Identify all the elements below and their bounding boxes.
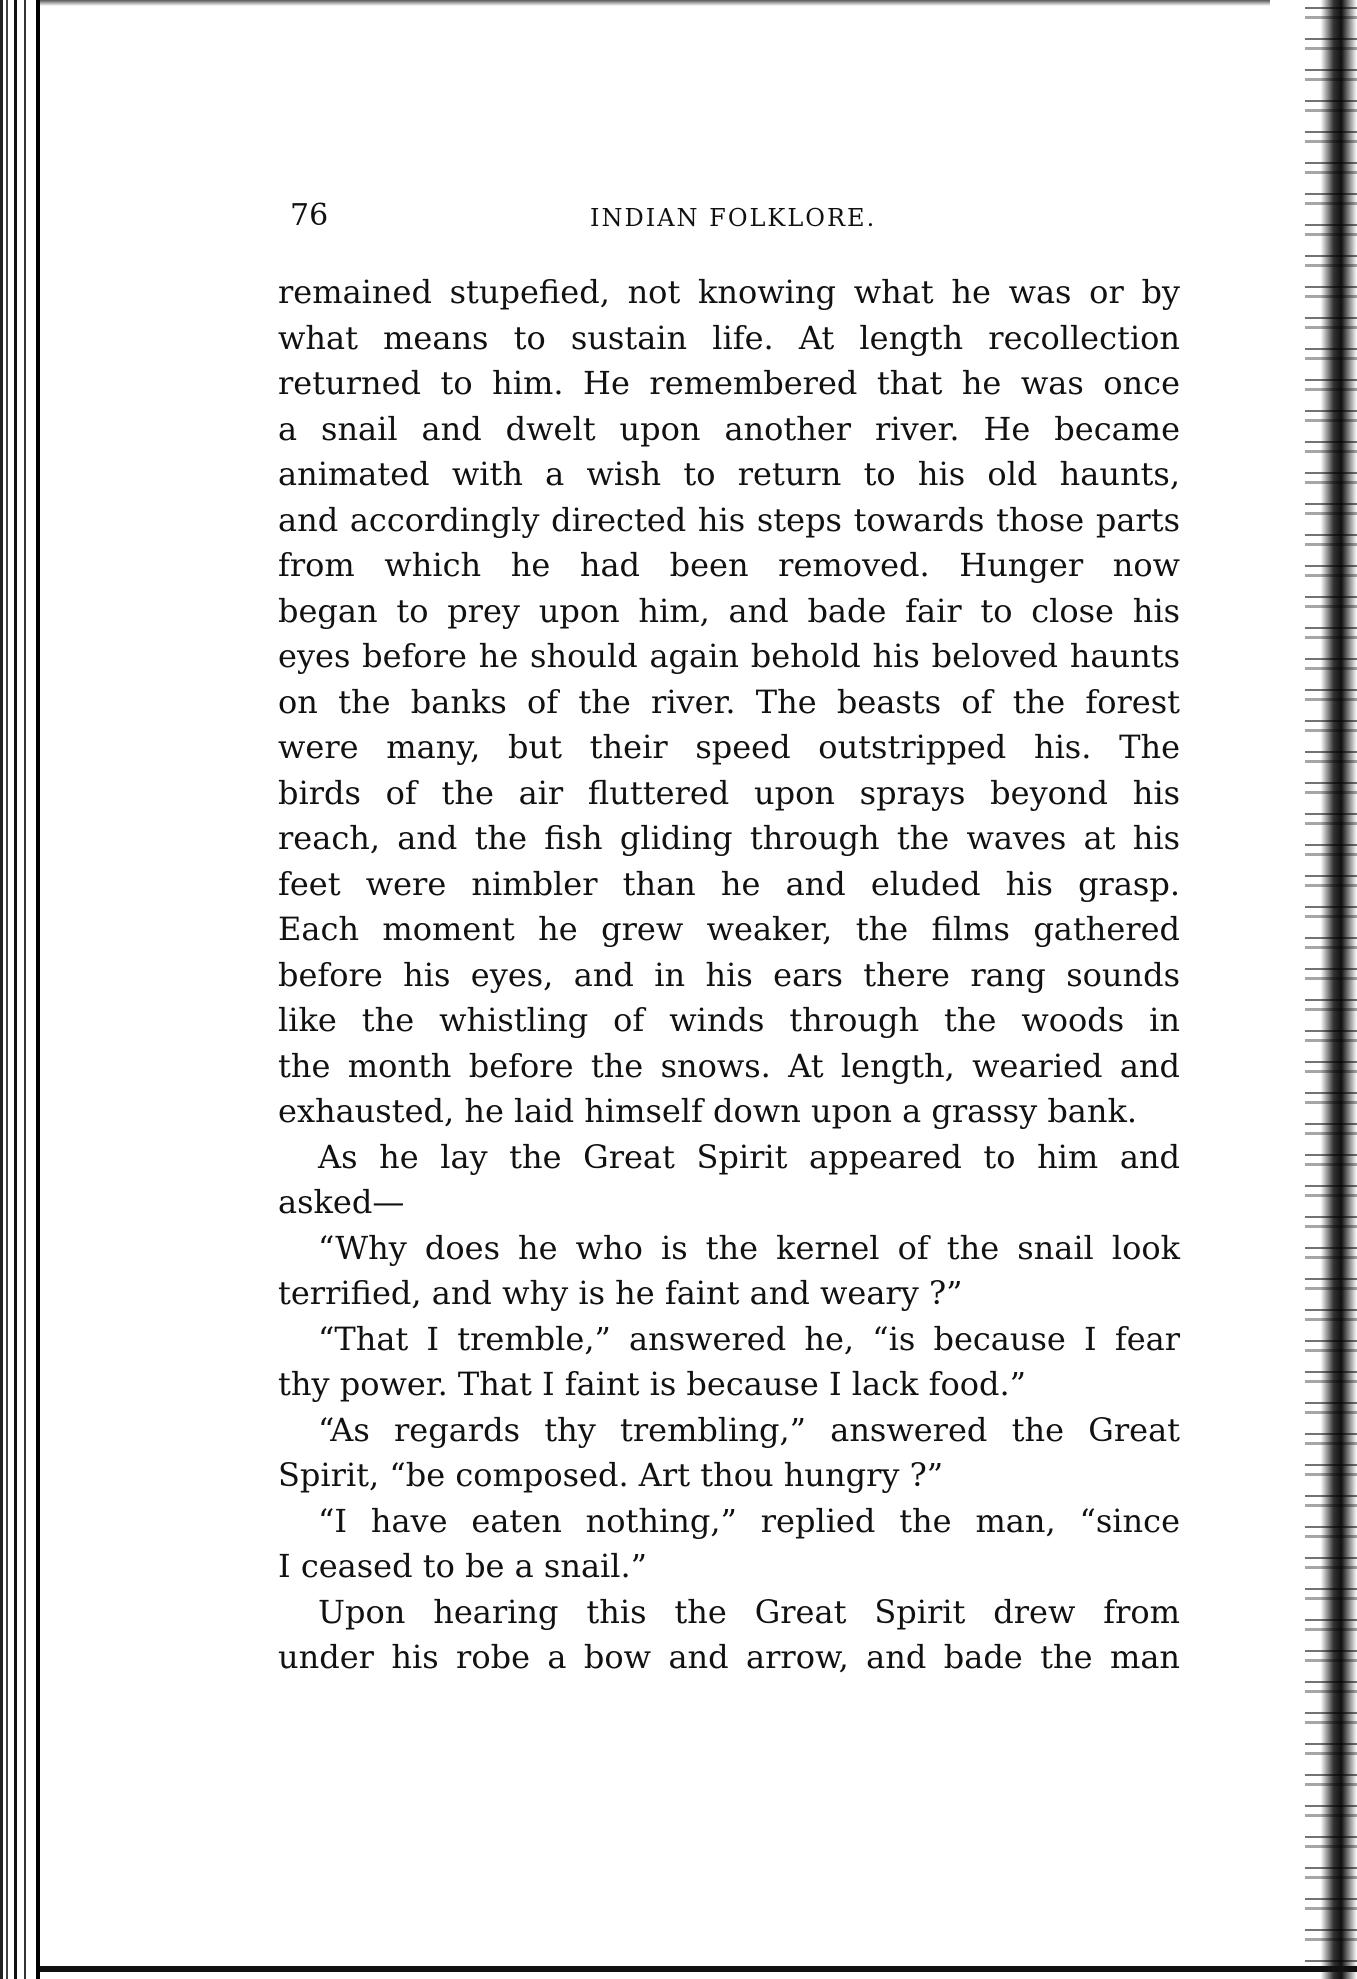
text-line: returned to him. He remembered that he was once — [278, 364, 1180, 402]
page-number: 76 — [290, 198, 329, 233]
running-title: INDIAN FOLKLORE. — [590, 204, 877, 232]
book-binding-edge — [0, 0, 58, 1979]
page-top-shadow — [40, 0, 1270, 6]
page-bottom-edge — [40, 1966, 1357, 1972]
text-line: animated with a wish to return to his old haunts, — [278, 455, 1180, 493]
page-right-edge — [1305, 0, 1357, 1979]
text-line: on the banks of the river. The beasts of the forest — [278, 682, 1180, 721]
text-line: remained stupefied, not knowing what he was or by — [278, 273, 1180, 311]
text-line: Each moment he grew weaker, the films gathered — [278, 910, 1180, 948]
text-line: from which he had been removed. Hunger now — [278, 546, 1180, 584]
text-line: Spirit, “be composed. Art thou hungry ?” — [278, 1456, 944, 1494]
text-line: “That I tremble,” answered he, “is because I fear — [318, 1319, 1180, 1358]
text-line: Upon hearing this the Great Spirit drew from — [318, 1592, 1180, 1631]
text-line: As he lay the Great Spirit appeared to him and — [318, 1137, 1180, 1176]
text-line: reach, and the fish gliding through the waves at his — [278, 819, 1180, 857]
text-line: eyes before he should again behold his beloved haunts — [278, 637, 1180, 675]
body-text — [278, 270, 1180, 1681]
text-line: “I have eaten nothing,” replied the man, “since — [318, 1501, 1180, 1540]
text-line: under his robe a bow and arrow, and bade the man — [278, 1638, 1180, 1676]
text-line: I ceased to be a snail.” — [278, 1547, 648, 1585]
text-line: before his eyes, and in his ears there rang sounds — [278, 955, 1180, 994]
page-header — [290, 196, 1220, 236]
text-line: like the whistling of winds through the woods in — [278, 1001, 1180, 1039]
text-line: terrified, and why is he faint and weary ?” — [278, 1274, 963, 1312]
text-line: thy power. That I faint is because I lack food.” — [278, 1365, 1026, 1403]
text-line: feet were nimbler than he and eluded his grasp. — [278, 864, 1180, 903]
text-line: “As regards thy trembling,” answered the Great — [318, 1410, 1180, 1449]
text-line: “Why does he who is the kernel of the snail look — [318, 1228, 1180, 1267]
text-line: a snail and dwelt upon another river. He became — [278, 409, 1180, 448]
text-line: were many, but their speed outstripped his. The — [278, 728, 1180, 766]
text-line: birds of the air fluttered upon sprays beyond his — [278, 773, 1180, 812]
text-line: what means to sustain life. At length recollection — [278, 318, 1180, 357]
text-line: asked— — [278, 1183, 405, 1221]
text-line: the month before the snows. At length, wearied and — [278, 1046, 1180, 1085]
text-line: exhausted, he laid himself down upon a grassy bank. — [278, 1092, 1138, 1130]
text-line: and accordingly directed his steps towards those parts — [278, 500, 1180, 539]
text-line: began to prey upon him, and bade fair to close his — [278, 591, 1180, 630]
